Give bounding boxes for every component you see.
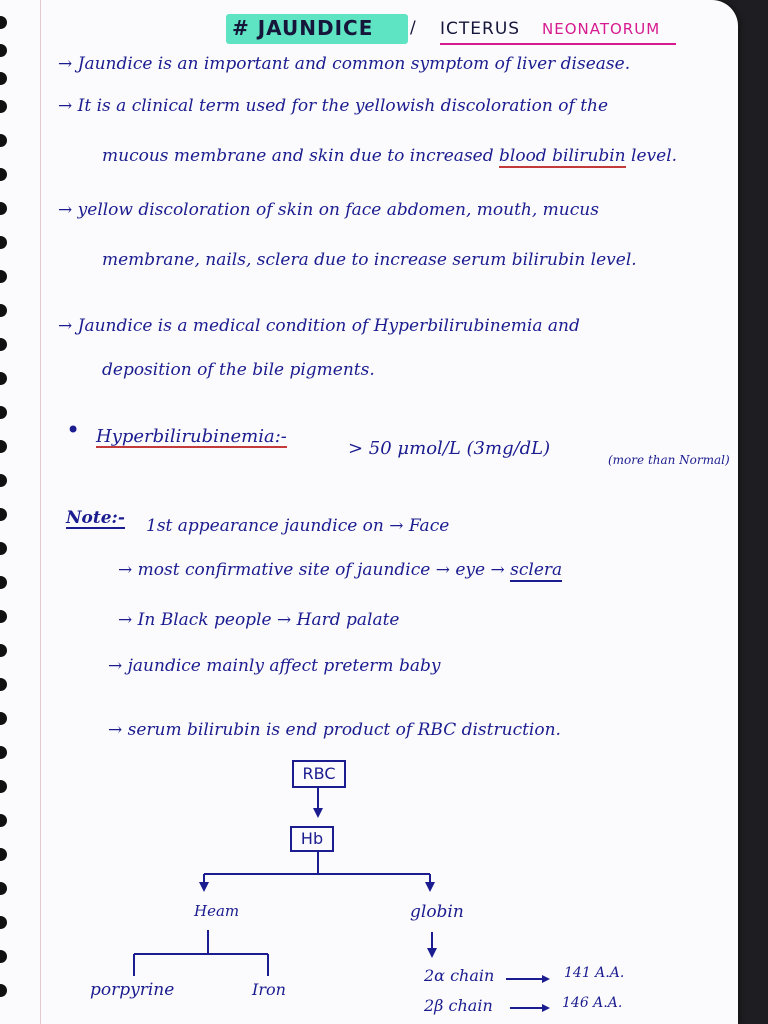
note-label: Note:- [66, 508, 125, 528]
title-neonatorum: NEONATORUM [542, 20, 661, 38]
beta-chain-aa: 146 A.A. [562, 995, 623, 1011]
text-segment: → most confirmative site of jaundice → eye → [118, 560, 511, 580]
note-item: → serum bilirubin is end product of RBC distruction. [108, 720, 561, 740]
bullet-dot: • [66, 416, 81, 444]
blood-bilirubin-term: blood bilirubin [499, 146, 626, 166]
alpha-chain-node: 2α chain [424, 966, 495, 985]
globin-node: globin [410, 902, 464, 922]
hyperbilirubinemia-value: > 50 μmol/L (3mg/dL) [348, 438, 551, 459]
text-segment: mucous membrane and skin due to increased [102, 146, 500, 166]
text-line: → yellow discoloration of skin on face abdomen, mouth, mucus [58, 200, 599, 220]
text-line: → Jaundice is an important and common symptom of liver disease. [58, 54, 631, 74]
title-separator: / [410, 18, 417, 38]
page-title: # JAUNDICE [232, 16, 374, 40]
iron-node: Iron [252, 980, 286, 999]
hyperbilirubinemia-label: Hyperbilirubinemia:- [96, 426, 287, 447]
text-line: deposition of the bile pigments. [102, 360, 375, 380]
hyperbilirubinemia-note: (more than Normal) [608, 453, 730, 467]
porphyrine-node: porpyrine [90, 980, 175, 1000]
sclera-term: sclera [510, 560, 563, 580]
beta-chain-node: 2β chain [424, 996, 493, 1015]
text-line: → It is a clinical term used for the yellowish discoloration of the [58, 96, 609, 116]
note-item: → In Black people → Hard palate [118, 610, 400, 630]
note-item: → jaundice mainly affect preterm baby [108, 656, 441, 676]
heam-node: Heam [194, 902, 240, 920]
alpha-chain-aa: 141 A.A. [564, 965, 625, 981]
note-item: 1st appearance jaundice on → Face [146, 516, 450, 536]
rbc-box: RBC [292, 760, 346, 788]
text-line: → Jaundice is a medical condition of Hyperbilirubinemia and [58, 316, 580, 336]
text-line: membrane, nails, sclera due to increase serum bilirubin level. [102, 250, 637, 270]
text-segment: level. [625, 146, 678, 166]
hb-box: Hb [290, 826, 334, 852]
title-icterus: ICTERUS [440, 19, 521, 39]
